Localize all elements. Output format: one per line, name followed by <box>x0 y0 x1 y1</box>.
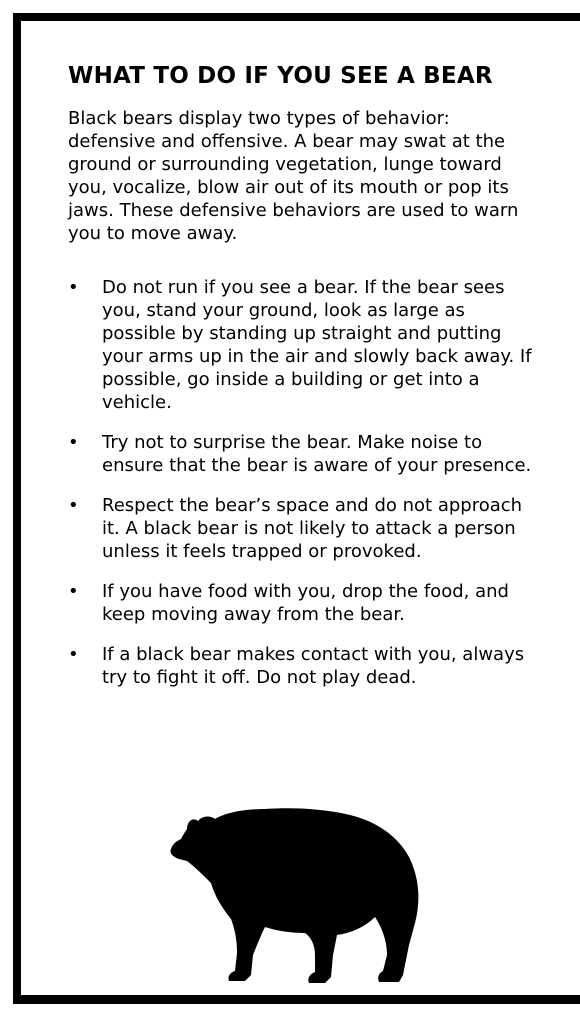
list-item <box>66 431 536 477</box>
tip-text: Respect the bear’s space and do not approach it. A black bear is not likely to attack a person unless it feels trapped or provoked. <box>102 495 523 562</box>
list-item <box>66 643 536 689</box>
list-item <box>66 276 536 414</box>
list-item <box>66 494 536 563</box>
bullet-icon: • <box>68 581 79 602</box>
black-bear-silhouette-icon <box>165 805 427 985</box>
bullet-icon: • <box>68 644 79 665</box>
intro-paragraph: Black bears display two types of behavior: defensive and offensive. A bear may swat at the ground or surrounding vegetation, lunge toward you, vocalize, blow air out of its mouth or pop its jaws. These defensive behaviors are used to warn you to move away. <box>68 108 519 244</box>
list-item <box>66 580 536 626</box>
tips-list <box>66 276 536 689</box>
bullet-icon: • <box>68 432 79 453</box>
tip-text: Try not to surprise the bear. Make noise to ensure that the bear is aware of your presence. <box>102 432 532 476</box>
bullet-icon: • <box>68 495 79 516</box>
bullet-icon: • <box>68 277 79 298</box>
page-title: WHAT TO DO IF YOU SEE A BEAR <box>68 63 493 89</box>
tip-text: If a black bear makes contact with you, always try to fight it off. Do not play dead. <box>102 644 525 688</box>
tip-text: If you have food with you, drop the food, and keep moving away from the bear. <box>102 581 509 625</box>
tip-text: Do not run if you see a bear. If the bear sees you, stand your ground, look as large as possible by standing up straight and putting your arms up in the air and slowly back away. If possible, go inside a building or get into a vehicle. <box>102 277 532 413</box>
